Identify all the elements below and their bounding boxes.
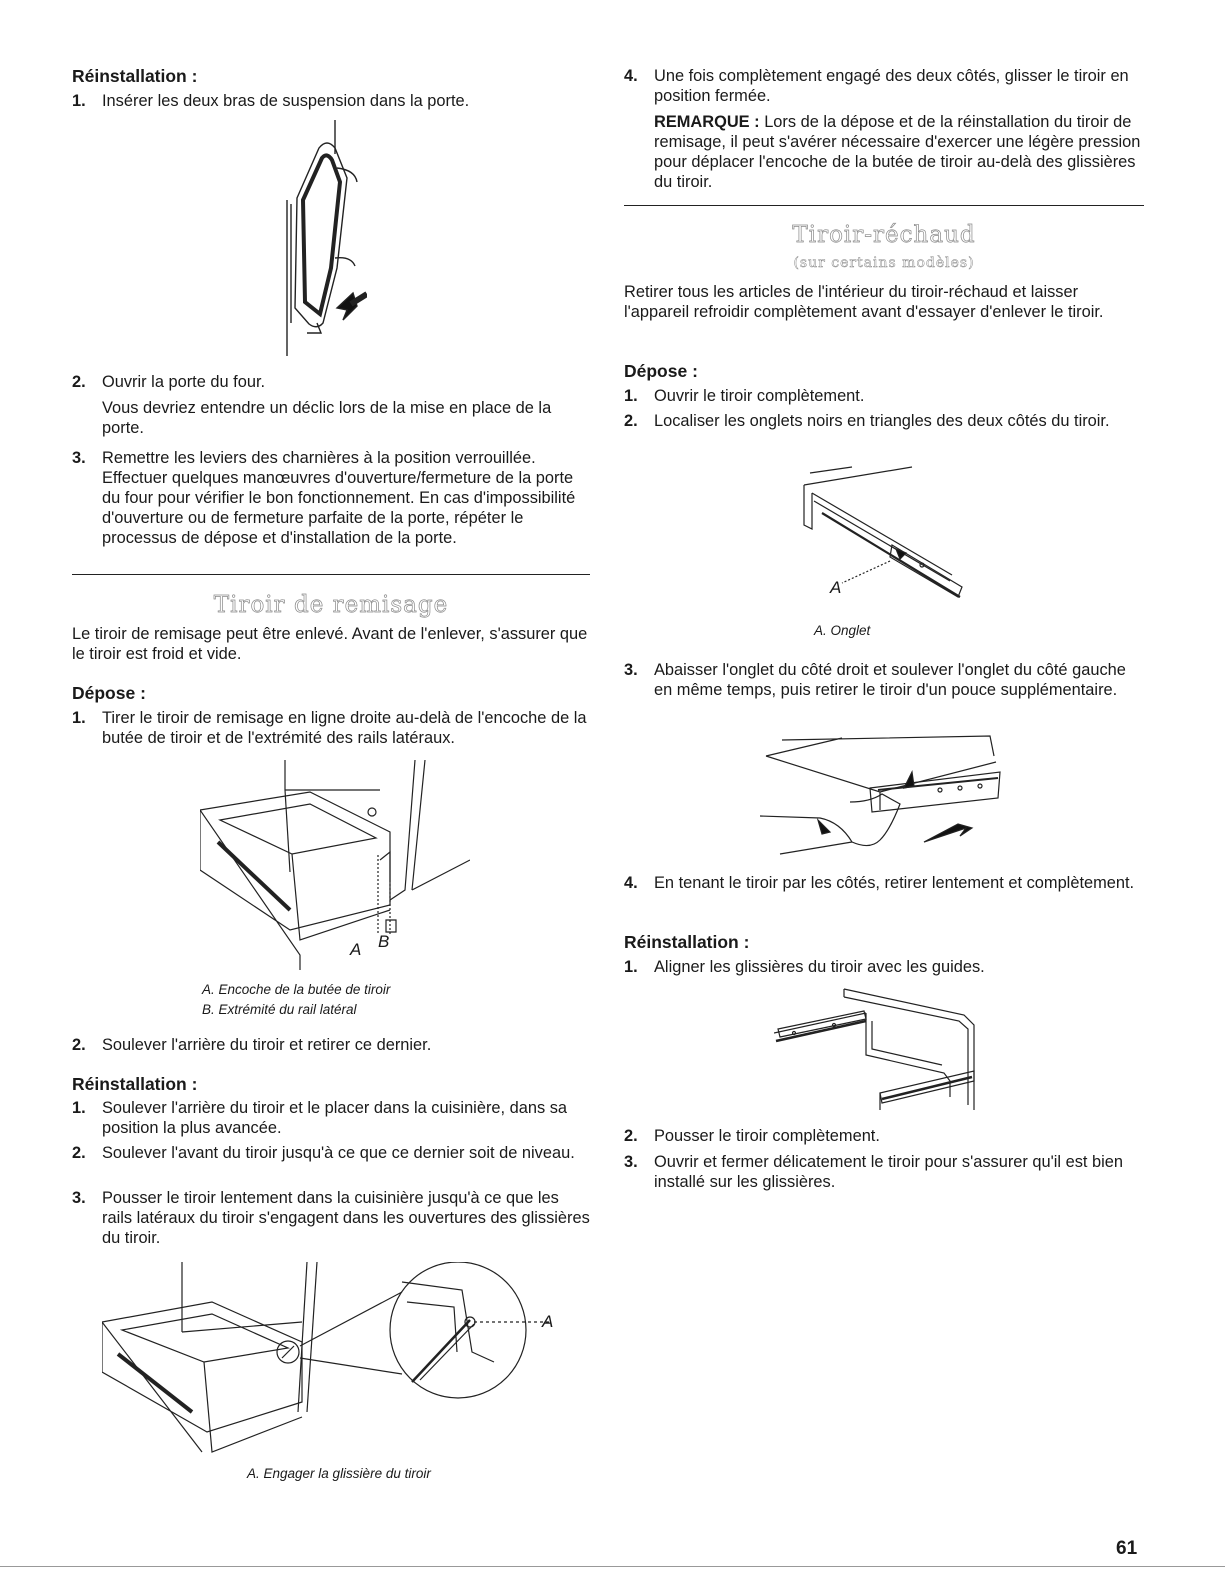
label-a: A [542,1312,554,1331]
intro-text: Retirer tous les articles de l'intérieur du tiroir-réchaud et laisser l'appareil refroidir complètement avant d'essayer d'enlever le tiroir. [624,283,1104,321]
list-item: 3. Remettre les leviers des charnières à la position verrouillée. Effectuer quelques manœuvres d'ouverture/fermeture de la porte du four pour vérifier le bon fonctionnement. En cas d'impossibilité d'ouverture ou de fermeture parfaite de la porte, répéter le processus de dépose et d'installation de la porte. [72,449,576,547]
list-item: 4. En tenant le tiroir par les côtés, retirer lentement et complètement. [624,874,1135,892]
list-item: 4. Une fois complètement engagé des deux côtés, glisser le tiroir en position fermée. [624,67,1129,105]
divider [624,205,1144,206]
intro-text: Le tiroir de remisage peut être enlevé. Avant de l'enlever, s'assurer que le tiroir est froid et vide. [72,625,588,663]
drawer-engage-illustration [102,1262,552,1462]
reinstall-heading: Réinstallation : [72,66,198,86]
drawer-tab-illustration [802,465,972,605]
page-number: 61 [1116,1538,1138,1559]
caption-a: A. Encoche de la butée de tiroir [202,982,391,997]
list-item: 2. Localiser les onglets noirs en triangles des deux côtés du tiroir. [624,412,1110,430]
note [624,112,1144,192]
section-subtitle: (sur certains modèles) [793,255,975,271]
label-a: A [830,578,842,597]
reinstall-heading: Réinstallation : [624,932,750,952]
list-item: 1. Ouvrir le tiroir complètement. [624,387,865,405]
section-title: Tiroir-réchaud [792,222,976,248]
drawer-stop-illustration [200,760,470,975]
note-text: Lors de la dépose et de la réinstallation du tiroir de remisage, il peut s'avérer nécessaire d'exercer une légère pression pour déplacer l'encoche de la butée de tiroir au-delà des glissières du tiroir. [654,113,1141,191]
list-item: 1. Tirer le tiroir de remisage en ligne droite au-delà de l'encoche de la butée de tiroir et de l'extrémité des rails latéraux. [72,709,587,747]
depose-heading: Dépose : [72,683,146,703]
reinstall-heading-2: Réinstallation : [72,1074,198,1094]
door-hanger-illustration [277,118,367,358]
section-title: Tiroir de remisage [213,592,449,618]
depose-heading: Dépose : [624,361,698,381]
caption-engage: A. Engager la glissière du tiroir [247,1466,431,1481]
drawer-remove-illustration [760,732,1010,862]
drawer-align-illustration [774,985,984,1115]
caption-b: B. Extrémité du rail latéral [202,1002,357,1017]
list-item: 2. Soulever l'arrière du tiroir et retirer ce dernier. [72,1036,432,1054]
list-item: 1. Soulever l'arrière du tiroir et le placer dans la cuisinière, dans sa position la plus avancée. [72,1099,568,1137]
list-item: 1. Insérer les deux bras de suspension dans la porte. [72,92,470,110]
list-item: 2. Pousser le tiroir complètement. [624,1127,880,1145]
bottom-edge [0,1566,1225,1567]
list-item: 3. Pousser le tiroir lentement dans la cuisinière jusqu'à ce que les rails latéraux du tiroir s'engagent dans les ouvertures des glissières du tiroir. [72,1189,590,1247]
note-label: REMARQUE : [654,113,760,131]
list-item: 3. Abaisser l'onglet du côté droit et soulever l'onglet du côté gauche en même temps, puis retirer le tiroir d'un pouce supplémentaire. [624,661,1126,699]
list-item: 1. Aligner les glissières du tiroir avec les guides. [624,958,985,976]
divider [72,574,590,575]
list-item: 2. Soulever l'avant du tiroir jusqu'à ce que ce dernier soit de niveau. [72,1144,575,1162]
list-item: 3. Ouvrir et fermer délicatement le tiroir pour s'assurer qu'il est bien installé sur les glissières. [624,1153,1124,1191]
list-item: 2. Ouvrir la porte du four. Vous devriez entendre un déclic lors de la mise en place de la porte. [72,373,552,437]
label-a: A [350,940,362,959]
label-b: B [378,932,390,951]
caption-onglet: A. Onglet [814,623,871,638]
